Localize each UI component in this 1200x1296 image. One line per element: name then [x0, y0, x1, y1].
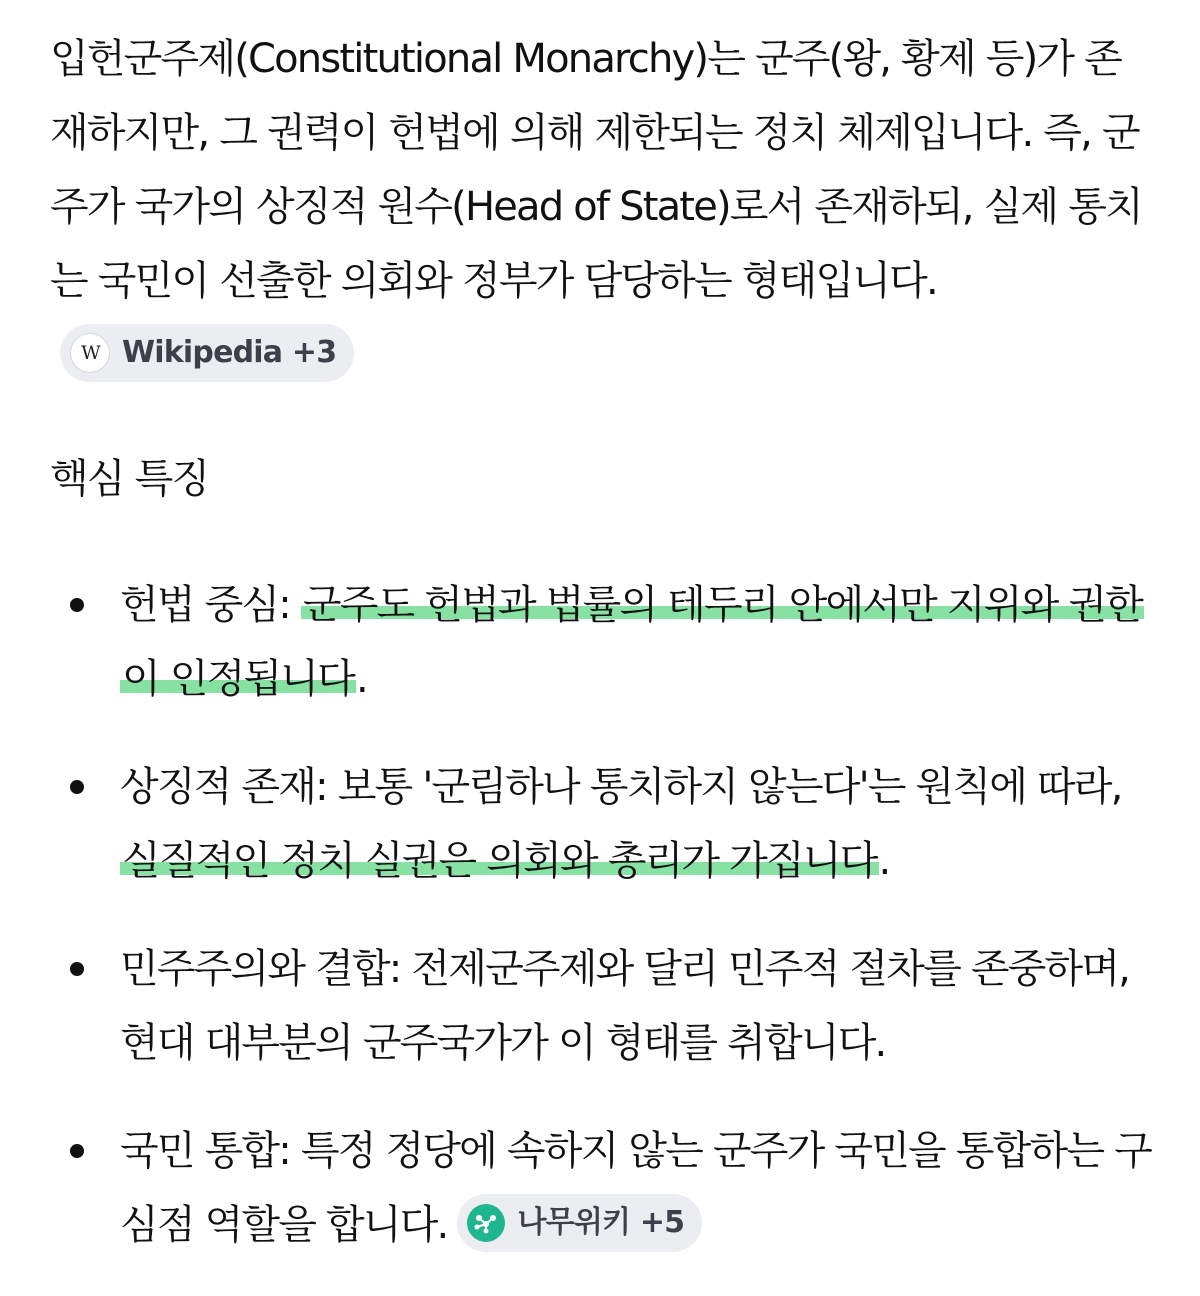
wikipedia-icon: W — [70, 333, 110, 373]
bullet-dot — [70, 780, 84, 794]
feature-term: 민주주의와 결합: — [120, 946, 401, 992]
feature-item-constitution — [50, 568, 1155, 716]
intro-paragraph — [50, 22, 1155, 392]
intro-text: 입헌군주제(Constitutional Monarchy)는 군주(왕, 황제 등)가 존재하지만, 그 권력이 헌법에 의해 제한되는 정치 체제입니다. 즉, 군주가 국가의 상징적 원수(Head of State)로서 존재하되, 실제 통치는 국민이 선출한 의회와 정부가 담당하는 형태입니다. — [50, 36, 1142, 304]
answer-content — [50, 22, 1155, 1296]
namuwiki-source-label: 나무위키 +5 — [517, 1205, 685, 1240]
feature-item-symbolic — [50, 750, 1155, 898]
feature-text-after: . — [355, 656, 367, 702]
namuwiki-icon — [467, 1204, 505, 1242]
highlighted-text: 군주도 헌법과 법률의 테두리 안에서만 지위와 권한이 인정됩니다 — [122, 582, 1143, 702]
feature-text: 특정 정당에 속하지 않는 군주가 국민을 통합하는 구심점 역할을 합니다. — [120, 1128, 1151, 1248]
feature-list — [50, 568, 1155, 1262]
feature-term: 상징적 존재: — [120, 764, 327, 810]
bullet-dot — [70, 598, 84, 612]
bullet-dot — [70, 1144, 84, 1158]
feature-text: 전제군주제와 달리 민주적 절차를 존중하며, 현대 대부분의 군주국가가 이 형태를 취합니다. — [120, 946, 1130, 1066]
wikipedia-source-chip[interactable] — [60, 324, 354, 382]
wikipedia-source-label: Wikipedia +3 — [122, 335, 337, 370]
feature-item-democracy — [50, 932, 1155, 1080]
namuwiki-network-glyph — [473, 1210, 499, 1236]
bullet-dot — [70, 962, 84, 976]
namuwiki-source-chip[interactable] — [457, 1194, 702, 1252]
feature-term: 국민 통합: — [120, 1128, 290, 1174]
feature-text: 보통 '군림하나 통치하지 않는다'는 원칙에 따라, — [337, 764, 1122, 810]
feature-text-after: . — [878, 838, 890, 884]
section-title: 핵심 특징 — [50, 456, 209, 502]
highlighted-text: 실질적인 정치 실권은 의회와 총리가 가집니다 — [122, 838, 877, 884]
feature-term: 헌법 중심: — [120, 582, 290, 628]
